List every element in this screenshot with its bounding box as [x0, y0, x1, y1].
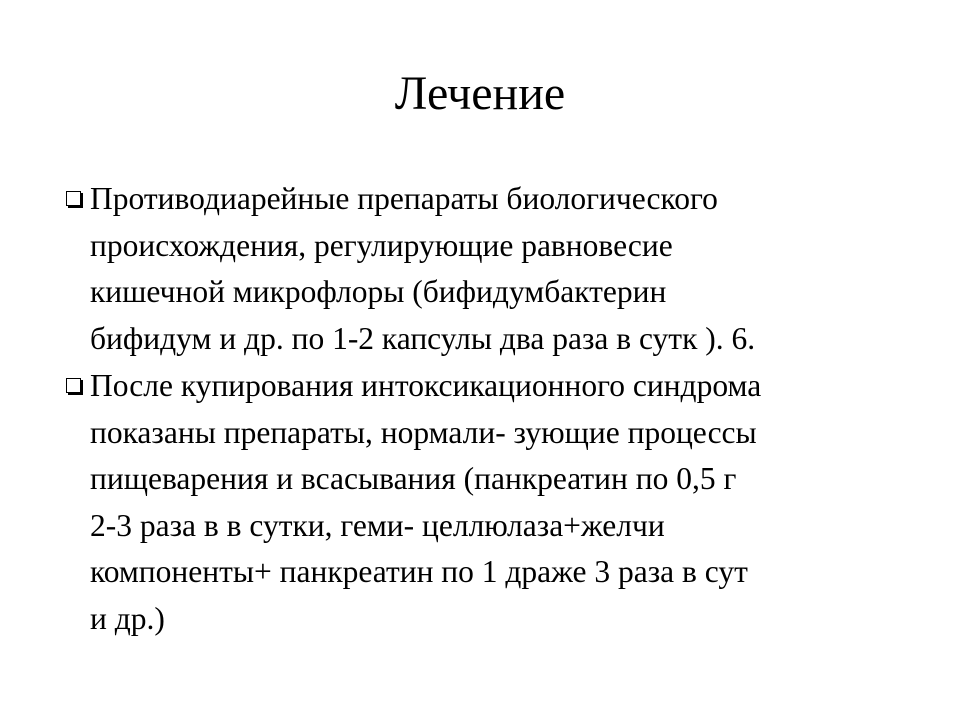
bullet-line: кишечной микрофлоры (бифидумбактерин [90, 274, 667, 309]
bullet-line: 2-3 раза в в сутки, геми- целлюлаза+желчи [90, 507, 665, 543]
slide-body [66, 176, 926, 642]
hollow-square-bullet-icon [66, 191, 81, 206]
bullet-line: Противодиарейные препараты биологического [90, 181, 718, 216]
bullet-line: бифидум и др. по 1-2 капсулы два раза в сутк ). 6. [90, 320, 756, 356]
bullet-item [66, 363, 926, 642]
bullet-line: После купирования интоксикационного синдрома [90, 368, 762, 403]
bullet-item [66, 176, 926, 362]
bullet-line: компоненты+ панкреатин по 1 драже 3 раза в сут [90, 554, 748, 589]
slide-title: Лечение [394, 67, 566, 120]
bullet-line: пищеварения и всасывания (панкреатин по 0,5 г [90, 461, 737, 496]
bullet-line: показаны препараты, нормали- зующие процессы [90, 414, 757, 450]
bullet-line: происхождения, регулирующие равновесие [90, 227, 673, 263]
bullet-line: и др.) [90, 600, 165, 636]
hollow-square-bullet-icon [66, 378, 81, 393]
